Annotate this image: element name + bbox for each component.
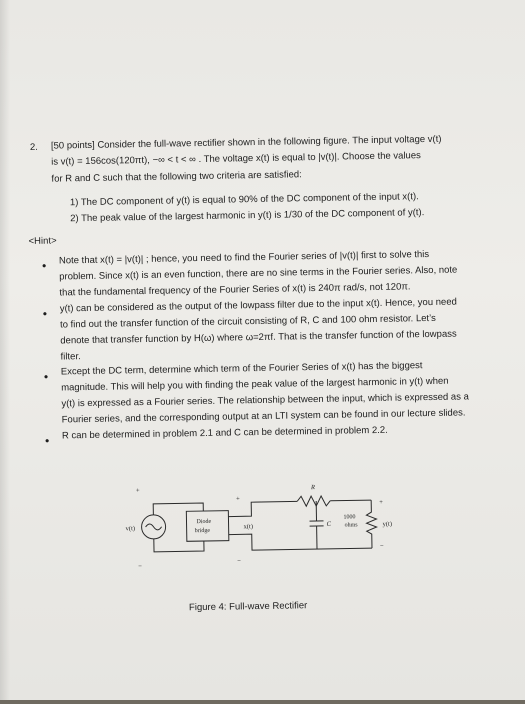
hint-2-line-2: to find out the transfer function of the circuit consisting of R, C and 100 ohm resistor. Let’s: [60, 313, 436, 332]
bullet-dot-3: •: [44, 372, 48, 382]
load-resistor-icon: [366, 500, 377, 548]
problem-number: 2.: [30, 142, 38, 153]
criterion-1: 1) The DC component of y(t) is equal to 90% of the DC component of the input x(t).: [70, 191, 419, 208]
bullet-dot-4: •: [45, 436, 49, 446]
diode-bridge-label-1: Diode: [196, 519, 211, 525]
minus-right-sign: −: [380, 543, 384, 550]
vt-label: v(t): [126, 525, 136, 532]
resistor-value-label-2: ohms: [345, 522, 359, 528]
yt-label: y(t): [383, 521, 393, 528]
hint-2-line-3: denote that transfer function by H(ω) where ω=2πf. That is the transfer function of the lowpass: [60, 329, 457, 348]
hint-1-line-3: that the fundamental frequency of the Fourier Series of x(t) is 240π rad/s, not 120π.: [59, 281, 410, 299]
wire-bottom-left: [154, 538, 204, 552]
hint-heading: <Hint>: [28, 236, 56, 247]
wire-bottom-mid: [229, 532, 372, 550]
problem-line-1: [50 points] Consider the full-wave rectifier shown in the following figure. The input voltage v(t): [51, 134, 442, 153]
bullet-dot-2: •: [43, 309, 47, 319]
minus-mid-sign: −: [237, 557, 241, 564]
c-label: C: [327, 521, 332, 528]
xt-label: x(t): [244, 523, 254, 530]
resistor-value-label-1: 1000: [343, 514, 355, 520]
resistor-r-icon: [297, 496, 330, 507]
hint-3-line-1: Except the DC term, determine which term of the Fourier Series of x(t) has the biggest: [61, 360, 423, 378]
hint-2-line-1: y(t) can be considered as the output of the lowpass filter due to the input x(t). Hence, you need: [60, 297, 457, 316]
wire-top-right: [330, 500, 371, 501]
plus-left-sign: +: [136, 487, 140, 494]
hint-2-line-4: filter.: [61, 351, 81, 363]
plus-right-sign: +: [379, 499, 383, 506]
minus-left-sign: −: [138, 563, 142, 570]
hint-3-line-2: magnitude. This will help you with finding the peak value of the largest harmonic in y(t) when: [61, 376, 449, 395]
rectifier-circuit-diagram: [111, 467, 413, 592]
plus-mid-sign: +: [236, 495, 240, 502]
diode-bridge-label-2: bridge: [195, 528, 211, 534]
wire-top-left: [153, 503, 203, 515]
hint-3-line-4: Fourier series, and the corresponding output at an LTI system can be found in our lecture slides.: [62, 407, 466, 426]
diode-bridge-box: [186, 511, 229, 542]
wire-top-mid: [228, 501, 297, 516]
hint-1-line-2: problem. Since x(t) is an even function, there are no sine terms in the Fourier series. Also, note: [59, 265, 457, 284]
hint-3-line-3: y(t) is expressed as a Fourier series. The relationship between the input, which is expressed as a: [61, 391, 469, 410]
problem-line-2: is v(t) = 156cos(120πt), −∞ < t < ∞ . The voltage x(t) is equal to |v(t)|. Choose the values: [51, 150, 421, 168]
problem-line-3: for R and C such that the following two criteria are satisfied:: [51, 169, 301, 185]
figure-caption: Figure 4: Full-wave Rectifier: [189, 600, 307, 613]
r-label: R: [310, 484, 315, 491]
hint-4-line-1: R can be determined in problem 2.1 and C can be determined in problem 2.2.: [62, 425, 388, 443]
sine-wave-icon: [146, 524, 162, 530]
hint-1-line-1: Note that x(t) = |v(t)| ; hence, you need to find the Fourier series of |v(t)| first to solve this: [59, 249, 429, 267]
bullet-dot-1: •: [42, 261, 46, 271]
criterion-2: 2) The peak value of the largest harmonic in y(t) is 1/30 of the DC component of y(t).: [70, 207, 424, 224]
